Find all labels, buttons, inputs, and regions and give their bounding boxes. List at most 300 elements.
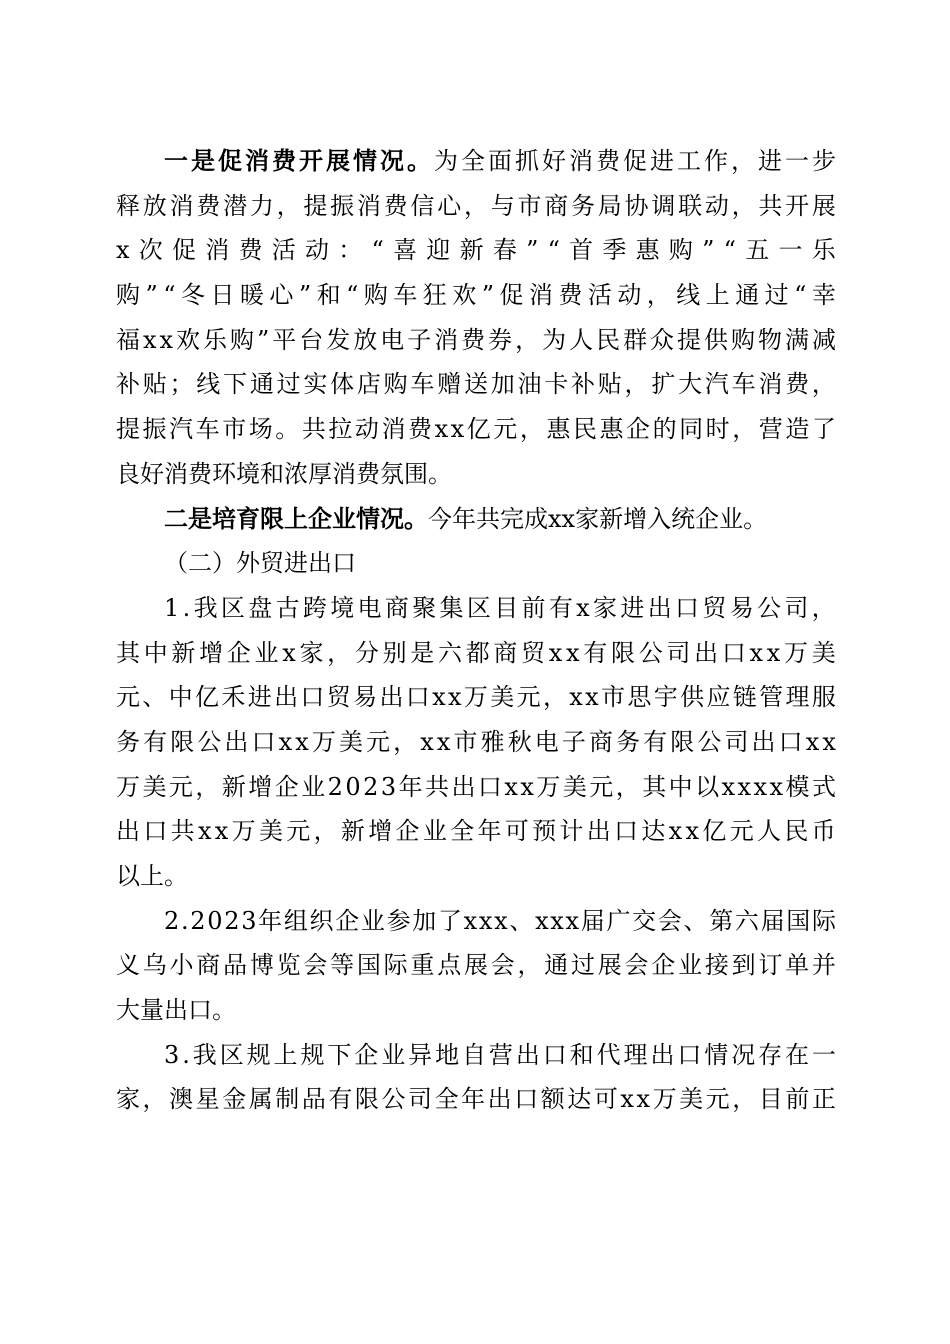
char: 元 [705, 1085, 730, 1114]
char: 车 [393, 281, 418, 310]
char: . [182, 593, 191, 622]
char: 了 [437, 906, 462, 935]
char: 达 [641, 817, 666, 846]
document-body [116, 139, 836, 1122]
char: 展 [597, 951, 622, 980]
char: x [769, 772, 784, 801]
char: 面 [488, 147, 512, 175]
char: 口 [721, 638, 746, 667]
paragraph-line [116, 184, 836, 229]
char: 消 [356, 191, 381, 220]
char: 会 [490, 951, 515, 980]
char: 通 [544, 951, 569, 980]
char: x [116, 236, 130, 265]
char: 商 [196, 951, 221, 980]
char: 市 [601, 683, 626, 712]
char: 电 [534, 727, 559, 756]
char: 达 [567, 1085, 592, 1114]
char: 开 [785, 191, 810, 220]
char: 促 [218, 146, 242, 175]
char: 民 [572, 415, 597, 444]
char: 电 [380, 325, 405, 354]
char: 出 [451, 772, 476, 801]
char: 有 [643, 727, 668, 756]
char: 惠 [599, 415, 624, 444]
char: 万 [463, 683, 488, 712]
char: 异 [408, 1040, 433, 1069]
char: 费 [785, 370, 810, 399]
char: 况 [380, 146, 404, 175]
char: 地 [435, 1040, 460, 1069]
char: 参 [386, 906, 411, 935]
char: ” [145, 281, 158, 310]
char: 美 [562, 772, 587, 801]
char: ， [463, 191, 488, 220]
char: 冬 [180, 281, 205, 310]
char: x [295, 727, 309, 756]
char: 新 [221, 772, 246, 801]
char: 消 [169, 191, 194, 220]
char: 体 [330, 370, 355, 399]
char: 迎 [426, 236, 451, 265]
char: 心 [269, 281, 294, 310]
char: 潜 [223, 191, 248, 220]
paragraph-line [116, 720, 836, 765]
char: 过 [764, 281, 789, 310]
char: 公 [197, 727, 222, 756]
char: 出 [379, 683, 404, 712]
char: 宇 [653, 683, 678, 712]
char: 应 [706, 683, 731, 712]
char: 理 [785, 683, 810, 712]
char: 线 [196, 370, 221, 399]
char: ” [257, 325, 270, 354]
paragraph-line [116, 809, 836, 854]
char: 其 [642, 772, 667, 801]
char: x [504, 772, 518, 801]
char: 业 [422, 817, 447, 846]
char: 区 [220, 593, 245, 622]
char: ， [624, 370, 649, 399]
char: 造 [785, 415, 810, 444]
char: 送 [463, 370, 488, 399]
paragraph-line [116, 1077, 836, 1122]
char: 易 [353, 683, 378, 712]
char: 人 [569, 325, 594, 354]
char: 3 [164, 1040, 180, 1069]
char: 古 [275, 593, 300, 622]
char: 幸 [811, 281, 836, 310]
char: 贴 [142, 370, 167, 399]
char: 元 [366, 727, 391, 756]
char: 为 [434, 147, 458, 175]
char: 元 [516, 683, 541, 712]
char: 过 [571, 951, 596, 980]
char: 届 [580, 906, 605, 935]
char: 进 [247, 683, 272, 712]
char: x [636, 1085, 651, 1114]
char: 限 [354, 1085, 379, 1114]
char: 平 [272, 325, 297, 354]
char: 车 [731, 370, 756, 399]
char: 乐 [811, 236, 836, 265]
char: 出 [116, 817, 140, 846]
char: 振 [142, 415, 167, 444]
char: 链 [732, 683, 757, 712]
char: 加 [490, 370, 515, 399]
char: 存 [758, 1040, 783, 1069]
char: 赠 [437, 370, 462, 399]
char: 1 [164, 593, 180, 622]
char: 一 [164, 146, 188, 175]
char: 费 [272, 146, 296, 175]
char: 美 [258, 817, 283, 846]
char: 都 [465, 638, 490, 667]
char: 公 [757, 593, 782, 622]
char: 展 [811, 191, 836, 220]
paragraph-line [116, 497, 836, 542]
char: 消 [528, 281, 553, 310]
char: 调 [651, 191, 676, 220]
char: 物 [757, 325, 782, 354]
char: x [620, 1085, 634, 1114]
char: 进 [758, 147, 782, 175]
char: 同 [679, 415, 704, 444]
char: 美 [679, 1085, 704, 1114]
char: 有 [328, 1085, 353, 1114]
char: 亿 [466, 415, 491, 444]
char: 场 [248, 415, 273, 444]
char: 联 [678, 191, 703, 220]
char: 通 [735, 281, 760, 310]
char: 务 [616, 727, 641, 756]
char: 共 [425, 772, 450, 801]
char: 惠 [546, 415, 571, 444]
char: ， [517, 951, 542, 980]
char: 国 [356, 951, 381, 980]
char: ” [298, 281, 312, 310]
char: 秋 [507, 727, 532, 756]
char: 购 [668, 236, 693, 265]
char: 喜 [393, 236, 418, 265]
char: 通 [249, 370, 274, 399]
char: 美 [142, 772, 167, 801]
paragraph-text: 今年共完成xx家新增入统企业。 [428, 504, 768, 533]
char: 公 [381, 1085, 406, 1114]
paragraph-line: 良好消费环境和浓厚消费氛围。 [116, 459, 452, 488]
char: x [668, 817, 683, 846]
char: 购 [116, 281, 140, 310]
char: 拉 [328, 415, 353, 444]
char: 制 [275, 1085, 300, 1114]
char: 放 [353, 325, 378, 354]
char: 营 [758, 415, 783, 444]
char: 中 [668, 772, 693, 801]
char: 促 [499, 281, 524, 310]
char: 费 [461, 325, 486, 354]
char: ， [732, 415, 757, 444]
char: 贸 [702, 593, 727, 622]
paragraph-line [116, 765, 836, 810]
char: 属 [248, 1085, 273, 1114]
paragraph-line [116, 675, 836, 720]
char: 口 [300, 683, 325, 712]
char: 际 [811, 906, 836, 935]
char: 情 [353, 146, 377, 175]
char: 暖 [239, 281, 264, 310]
paragraph-line [116, 631, 836, 676]
char: 品 [223, 951, 248, 980]
char: 新 [340, 817, 365, 846]
char: 过 [276, 370, 301, 399]
char: 年 [398, 772, 423, 801]
char: ” [702, 236, 715, 265]
char: x [494, 906, 508, 935]
char: 公 [697, 727, 722, 756]
char: ， [731, 191, 756, 220]
char: 正 [811, 1085, 836, 1114]
char: 美 [490, 683, 515, 712]
char: 务 [571, 191, 596, 220]
char: 促 [623, 147, 647, 175]
char: x [463, 906, 478, 935]
char: x [478, 906, 493, 935]
char: 开 [299, 146, 323, 175]
char: 2 [327, 772, 343, 801]
char: 供 [704, 325, 729, 354]
char: 中 [168, 683, 193, 712]
char: 品 [301, 1085, 326, 1114]
char: 模 [785, 772, 810, 801]
char: 商 [544, 191, 569, 220]
char: 规 [300, 1040, 325, 1069]
char: 满 [784, 325, 809, 354]
char: 放 [142, 191, 167, 220]
char: 币 [811, 817, 836, 846]
char: 口 [405, 683, 430, 712]
char: 车 [195, 415, 220, 444]
char: 企 [395, 817, 420, 846]
char: 振 [330, 191, 355, 220]
char: 中 [143, 638, 168, 667]
char: x [550, 906, 564, 935]
char: 补 [571, 370, 596, 399]
char: 日 [210, 281, 235, 310]
char: ， [519, 415, 544, 444]
paragraph-line [116, 362, 836, 407]
char: 出 [515, 1040, 540, 1069]
char: 目 [494, 593, 519, 622]
char: ； [169, 370, 194, 399]
char: 众 [650, 325, 675, 354]
char: 出 [694, 638, 719, 667]
char: 览 [276, 951, 301, 980]
char: 补 [116, 370, 140, 399]
char: 重 [410, 951, 435, 980]
char: 代 [596, 1040, 621, 1069]
char: 释 [116, 191, 140, 220]
char: 消 [381, 415, 406, 444]
char: “ [723, 236, 736, 265]
char: x [576, 593, 590, 622]
char: 好 [542, 147, 566, 175]
char: 口 [251, 727, 276, 756]
char: 共 [170, 817, 195, 846]
char: 元 [729, 817, 754, 846]
char: 业 [678, 951, 703, 980]
char: 费 [408, 415, 433, 444]
char: 务 [116, 727, 140, 756]
char: 企 [651, 951, 676, 980]
char: 消 [205, 236, 230, 265]
char: 万 [652, 1085, 677, 1114]
char: . [180, 906, 189, 935]
char: 是 [410, 638, 435, 667]
char: 到 [731, 951, 756, 980]
char: 企 [354, 1040, 379, 1069]
char: 六 [437, 638, 462, 667]
char: 贸 [326, 683, 351, 712]
char: 子 [561, 727, 586, 756]
char: 子 [407, 325, 432, 354]
char: 管 [759, 683, 784, 712]
char: 市 [517, 191, 542, 220]
char: 消 [758, 370, 783, 399]
char: x [278, 727, 293, 756]
char: 上 [705, 281, 730, 310]
char: 贴 [597, 370, 622, 399]
char: 油 [517, 370, 542, 399]
char: 减 [811, 325, 836, 354]
char: ， [327, 638, 352, 667]
char: x [436, 727, 451, 756]
char: 集 [439, 593, 464, 622]
char: 下 [223, 370, 248, 399]
char: 出 [487, 1085, 512, 1114]
char: x [197, 817, 212, 846]
char: 前 [521, 593, 546, 622]
char: x [535, 906, 549, 935]
char: 增 [199, 638, 224, 667]
char: 全 [461, 147, 485, 175]
char: 共 [301, 415, 326, 444]
char: x [685, 817, 700, 846]
char: 局 [597, 191, 622, 220]
char: 义 [116, 951, 140, 980]
char: 家 [299, 638, 324, 667]
char: x [448, 683, 462, 712]
char: 金 [222, 1085, 247, 1114]
char: 业 [360, 906, 385, 935]
char: x [159, 325, 174, 354]
char: 口 [477, 772, 502, 801]
paragraph-line [116, 228, 836, 273]
char: 2 [363, 772, 379, 801]
char: 提 [116, 415, 140, 444]
char: 出 [224, 727, 249, 756]
char: 口 [542, 1040, 567, 1069]
char: 抓 [515, 147, 539, 175]
char: 会 [624, 951, 649, 980]
char: 境 [330, 593, 355, 622]
char: 星 [195, 1085, 220, 1114]
char: 限 [670, 727, 695, 756]
char: 目 [758, 1085, 783, 1114]
char: 作 [704, 147, 728, 175]
char: ， [515, 325, 540, 354]
char: 信 [410, 191, 435, 220]
char: 2 [190, 906, 206, 935]
char: x [805, 727, 820, 756]
char: 情 [704, 1040, 729, 1069]
char: 台 [299, 325, 324, 354]
char: “ [794, 281, 807, 310]
char: 规 [246, 1040, 271, 1069]
char: x [737, 772, 752, 801]
char: 我 [192, 1040, 217, 1069]
paragraph-line [116, 1033, 836, 1078]
paragraph-line [116, 407, 836, 452]
char: 进 [620, 593, 645, 622]
char: 跨 [302, 593, 327, 622]
char: ， [542, 683, 567, 712]
char: 际 [383, 951, 408, 980]
char: 出 [751, 727, 776, 756]
char: ， [731, 147, 755, 175]
char: 理 [623, 1040, 648, 1069]
char: 乐 [203, 325, 228, 354]
char: 为 [542, 325, 567, 354]
char: 次 [138, 236, 163, 265]
char: 汽 [169, 415, 194, 444]
char: 区 [219, 1040, 244, 1069]
char: 区 [466, 593, 491, 622]
char: 服 [811, 683, 836, 712]
char: 动 [354, 415, 379, 444]
char: 万 [784, 638, 809, 667]
char: 动 [617, 281, 642, 310]
char: 2 [164, 906, 180, 935]
char: 司 [724, 727, 749, 756]
char: 贸 [521, 638, 546, 667]
char: 业 [301, 772, 326, 801]
char: 购 [731, 325, 755, 354]
char: 别 [382, 638, 407, 667]
char: 年 [258, 906, 283, 935]
char: 司 [784, 593, 809, 622]
char: 是 [191, 146, 215, 175]
char: 商 [493, 638, 518, 667]
char: 新 [171, 638, 196, 667]
char: 万 [536, 772, 561, 801]
char: “ [163, 281, 176, 310]
char: 发 [326, 325, 351, 354]
char: 2 [224, 906, 240, 935]
char: x [566, 638, 580, 667]
char: 汽 [704, 370, 729, 399]
char: x [282, 638, 296, 667]
char: 下 [327, 1040, 352, 1069]
char: 口 [614, 817, 639, 846]
char: 共 [758, 191, 783, 220]
char: 展 [463, 951, 488, 980]
char: 0 [345, 772, 361, 801]
char: 接 [704, 951, 729, 980]
char: 时 [705, 415, 730, 444]
char: 消 [434, 325, 459, 354]
char: 出 [647, 593, 672, 622]
char: 大 [678, 370, 703, 399]
